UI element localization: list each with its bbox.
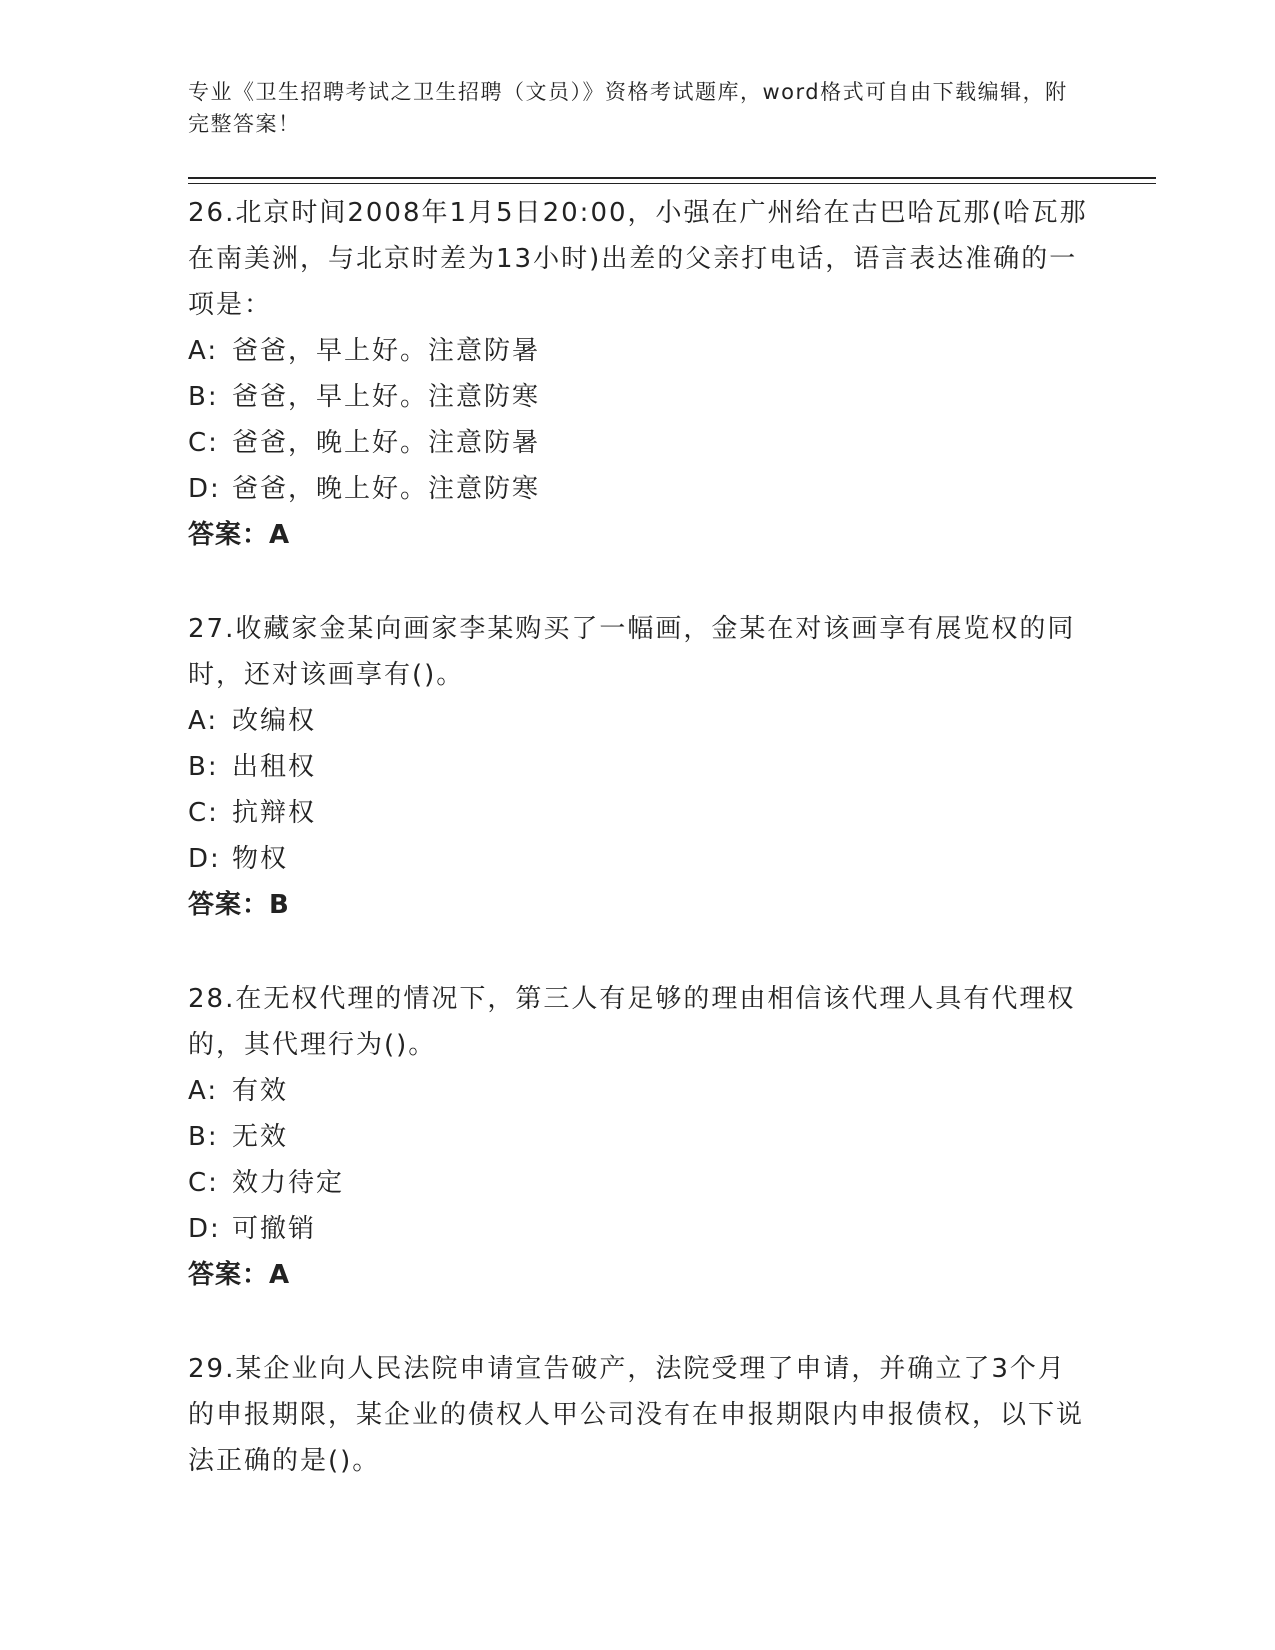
option-key: D:	[188, 474, 221, 504]
option-text: 无效	[232, 1122, 289, 1152]
option-text: 爸爸，早上好。注意防寒	[232, 382, 541, 412]
option-text: 物权	[232, 844, 289, 874]
option-d	[188, 836, 1088, 882]
option-key: A:	[188, 706, 219, 736]
question-27	[188, 606, 1088, 928]
option-a	[188, 698, 1088, 744]
header-divider-thick	[188, 177, 1156, 179]
question-text: 28.在无权代理的情况下，第三人有足够的理由相信该代理人具有代理权的，其代理行为()。	[188, 984, 1076, 1060]
question-29	[188, 1346, 1088, 1484]
option-key: B:	[188, 382, 219, 412]
option-text: 出租权	[232, 752, 317, 782]
option-a	[188, 328, 1088, 374]
option-key: B:	[188, 752, 219, 782]
option-c	[188, 420, 1088, 466]
option-key: A:	[188, 1076, 219, 1106]
option-text: 效力待定	[232, 1168, 345, 1198]
option-b	[188, 1114, 1088, 1160]
header-divider-thin	[188, 183, 1156, 184]
answer-line: 答案：A	[188, 1260, 291, 1290]
option-text: 爸爸，晚上好。注意防寒	[232, 474, 541, 504]
option-key: D:	[188, 844, 221, 874]
option-text: 改编权	[232, 706, 317, 736]
option-b	[188, 374, 1088, 420]
option-d	[188, 1206, 1088, 1252]
option-b	[188, 744, 1088, 790]
option-text: 爸爸，晚上好。注意防暑	[232, 428, 541, 458]
question-text: 27.收藏家金某向画家李某购买了一幅画，金某在对该画享有展览权的同时，还对该画享有()。	[188, 614, 1076, 690]
option-key: C:	[188, 1168, 219, 1198]
question-text: 29.某企业向人民法院申请宣告破产，法院受理了申请，并确立了3个月的申报期限，某企业的债权人甲公司没有在申报期限内申报债权，以下说法正确的是()。	[188, 1354, 1085, 1476]
document-header: 专业《卫生招聘考试之卫生招聘（文员）》资格考试题库，word格式可自由下载编辑，附完整答案！	[188, 80, 1068, 136]
question-text: 26.北京时间2008年1月5日20:00，小强在广州给在古巴哈瓦那(哈瓦那在南美洲，与北京时差为13小时)出差的父亲打电话，语言表达准确的一项是：	[188, 198, 1088, 320]
question-28	[188, 976, 1088, 1298]
option-c	[188, 790, 1088, 836]
option-text: 抗辩权	[232, 798, 317, 828]
option-text: 有效	[232, 1076, 289, 1106]
option-key: C:	[188, 428, 219, 458]
option-text: 可撤销	[232, 1214, 317, 1244]
option-key: C:	[188, 798, 219, 828]
option-a	[188, 1068, 1088, 1114]
answer-line: 答案：B	[188, 890, 290, 920]
option-c	[188, 1160, 1088, 1206]
question-list	[188, 190, 1088, 1532]
answer-line: 答案：A	[188, 520, 291, 550]
option-text: 爸爸，早上好。注意防暑	[232, 336, 541, 366]
option-key: D:	[188, 1214, 221, 1244]
option-key: B:	[188, 1122, 219, 1152]
option-key: A:	[188, 336, 219, 366]
question-26	[188, 190, 1088, 558]
option-d	[188, 466, 1088, 512]
